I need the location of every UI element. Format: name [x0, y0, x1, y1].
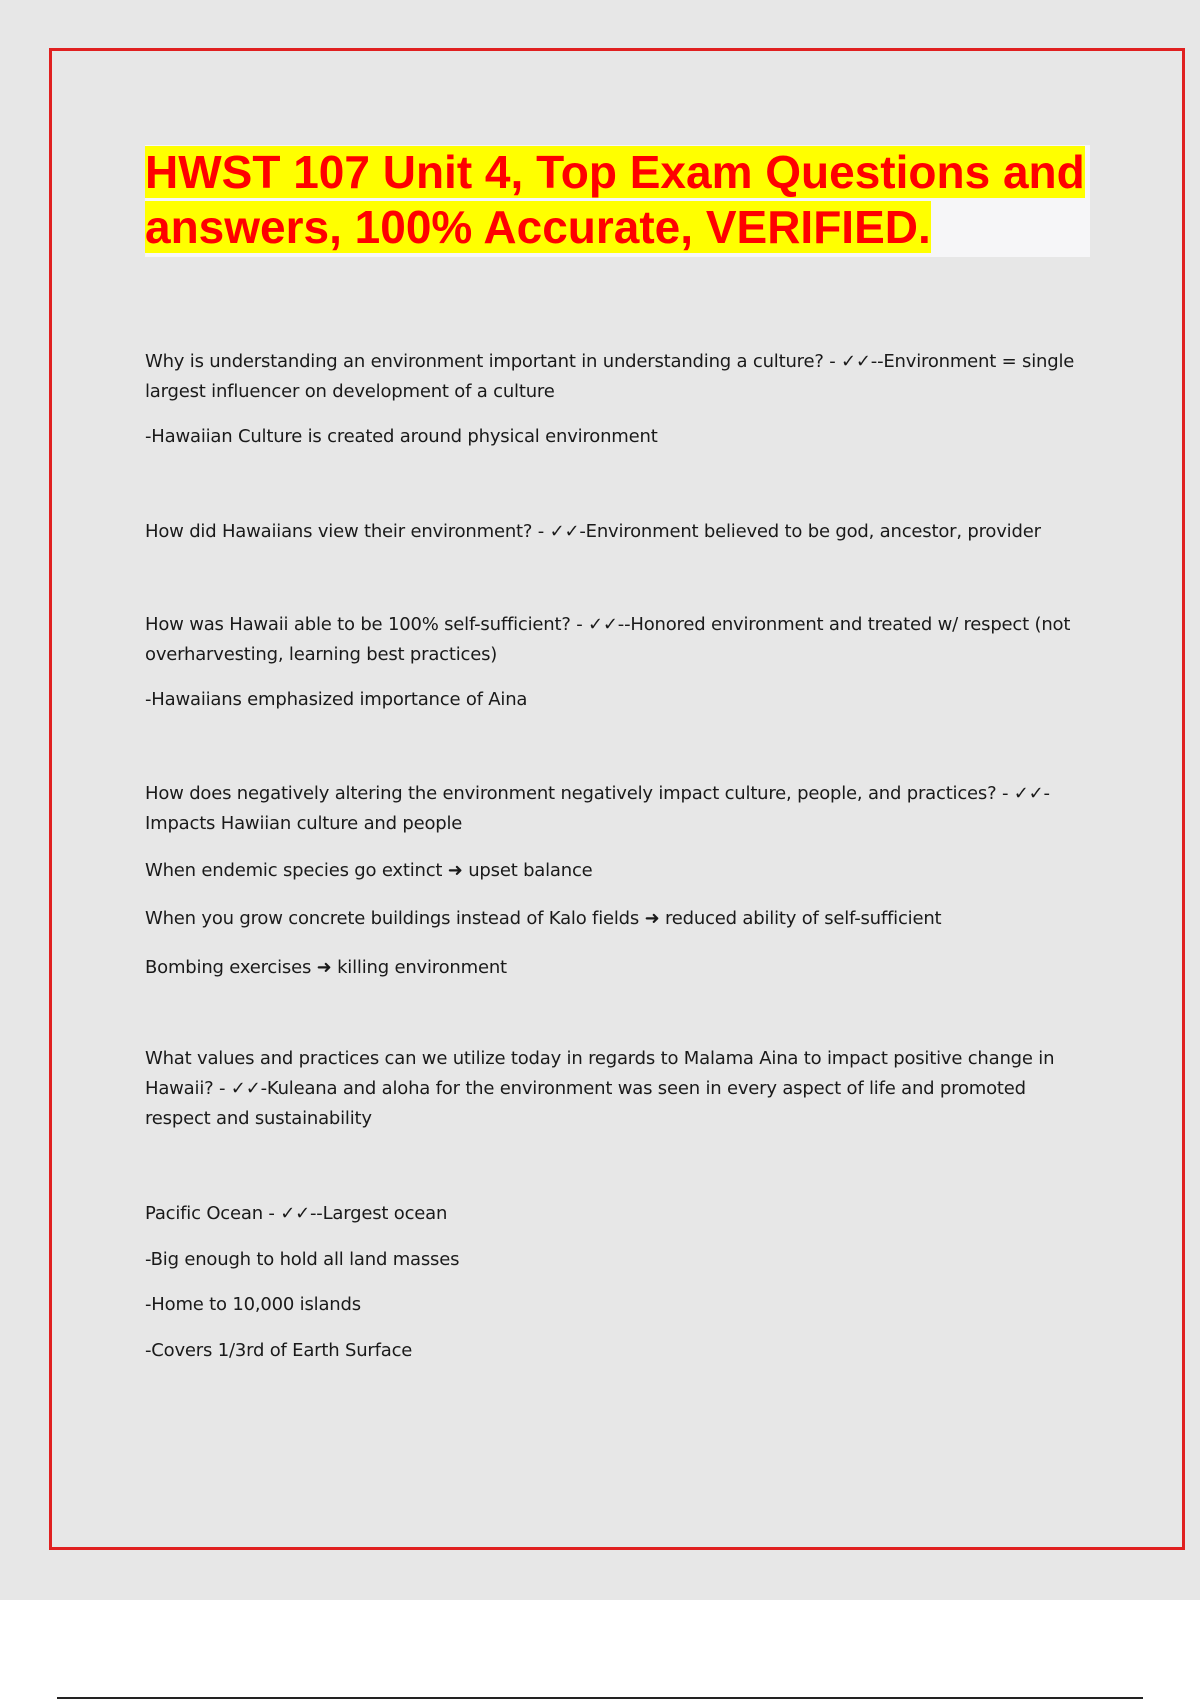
question-negative-impact: How does negatively altering the environment negatively impact culture, people, and practices? - ✓✓-Impacts Hawiian culture and people [145, 783, 1050, 834]
document-title [145, 145, 1095, 255]
bottom-divider-line [57, 1697, 1143, 1699]
answer-land-masses: -Big enough to hold all land masses [145, 1249, 460, 1270]
question-pacific-ocean: Pacific Ocean - ✓✓--Largest ocean [145, 1203, 448, 1224]
title-highlight: HWST 107 Unit 4, Top Exam Questions and answers, 100% Accurate, VERIFIED. [145, 146, 1085, 253]
question-view-environment: How did Hawaiians view their environment? - ✓✓-Environment believed to be god, ancestor, provider [145, 521, 1041, 542]
question-malama-aina: What values and practices can we utilize today in regards to Malama Aina to impact positive change in Hawaii? - ✓✓-Kuleana and aloha for the environment was seen in every aspect of life and promoted respect and sustainability [145, 1048, 1055, 1129]
answer-hawaiian-culture-environment: -Hawaiian Culture is created around physical environment [145, 426, 658, 447]
answer-earth-surface: -Covers 1/3rd of Earth Surface [145, 1340, 413, 1361]
question-environment-culture: Why is understanding an environment important in understanding a culture? - ✓✓--Environment = single largest influencer on development of a culture [145, 351, 1075, 402]
answer-endemic-species: When endemic species go extinct ➜ upset balance [145, 860, 593, 881]
answer-importance-aina: -Hawaiians emphasized importance of Aina [145, 689, 528, 710]
question-self-sufficient: How was Hawaii able to be 100% self-sufficient? - ✓✓--Honored environment and treated w/ respect (not overharvesting, learning best practices) [145, 614, 1071, 665]
answer-bombing-exercises: Bombing exercises ➜ killing environment [145, 957, 507, 978]
answer-islands: -Home to 10,000 islands [145, 1294, 361, 1315]
answer-concrete-buildings: When you grow concrete buildings instead of Kalo fields ➜ reduced ability of self-sufficient [145, 908, 942, 929]
